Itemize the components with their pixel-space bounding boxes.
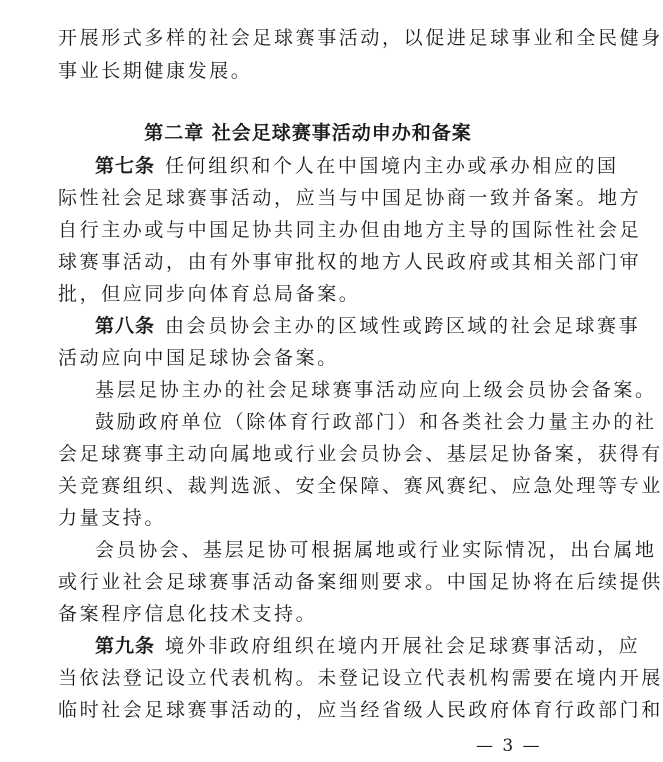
article8-para4-line-3: 备案程序信息化技术支持。 — [58, 603, 318, 625]
page-number: — 3 — — [476, 736, 542, 756]
article7-line-3: 自行主办或与中国足协共同主办但由地方主导的国际性社会足 — [58, 219, 642, 241]
article8-text: 由会员协会主办的区域性或跨区域的社会足球赛事 — [165, 315, 641, 337]
article9-label: 第九条 — [95, 635, 156, 657]
article9-line-2: 当依法登记设立代表机构。未登记设立代表机构需要在境内开展 — [58, 667, 663, 689]
article8-para2: 基层足协主办的社会足球赛事活动应向上级会员协会备案。 — [95, 379, 657, 401]
article8-line-2: 活动应向中国足球协会备案。 — [58, 347, 339, 369]
article8-para3-line-1: 鼓励政府单位（除体育行政部门）和各类社会力量主办的社 — [95, 411, 657, 433]
article9-line-1 — [95, 630, 641, 662]
article7-line-2: 际性社会足球赛事活动，应当与中国足协商一致并备案。地方 — [58, 187, 642, 209]
article7-line-1 — [95, 150, 619, 182]
article8-para3-line-4: 力量支持。 — [58, 507, 167, 529]
article8-para4-line-2: 或行业社会足球赛事活动备案细则要求。中国足协将在后续提供 — [58, 571, 663, 593]
article7-text: 任何组织和个人在中国境内主办或承办相应的国 — [165, 155, 619, 177]
article7-line-4: 球赛事活动，由有外事审批权的地方人民政府或其相关部门审 — [58, 251, 642, 273]
article9-line-3: 临时社会足球赛事活动的，应当经省级人民政府体育行政部门和 — [58, 699, 663, 721]
chapter-heading: 第二章 社会足球赛事活动申办和备案 — [144, 122, 472, 144]
article8-line-1 — [95, 310, 641, 342]
article8-label: 第八条 — [95, 315, 156, 337]
article7-line-5: 批，但应同步向体育总局备案。 — [58, 283, 361, 305]
article7-label: 第七条 — [95, 155, 156, 177]
intro-line-2: 事业长期健康发展。 — [58, 60, 253, 82]
article8-para3-line-2: 会足球赛事主动向属地或行业会员协会、基层足协备案，获得有 — [58, 443, 663, 465]
intro-line-1: 开展形式多样的社会足球赛事活动，以促进足球事业和全民健身 — [58, 27, 663, 49]
article8-para3-line-3: 关竞赛组织、裁判选派、安全保障、赛风赛纪、应急处理等专业 — [58, 475, 663, 497]
article9-text: 境外非政府组织在境内开展社会足球赛事活动，应 — [165, 635, 641, 657]
article8-para4-line-1: 会员协会、基层足协可根据属地或行业实际情况，出台属地 — [95, 539, 657, 561]
